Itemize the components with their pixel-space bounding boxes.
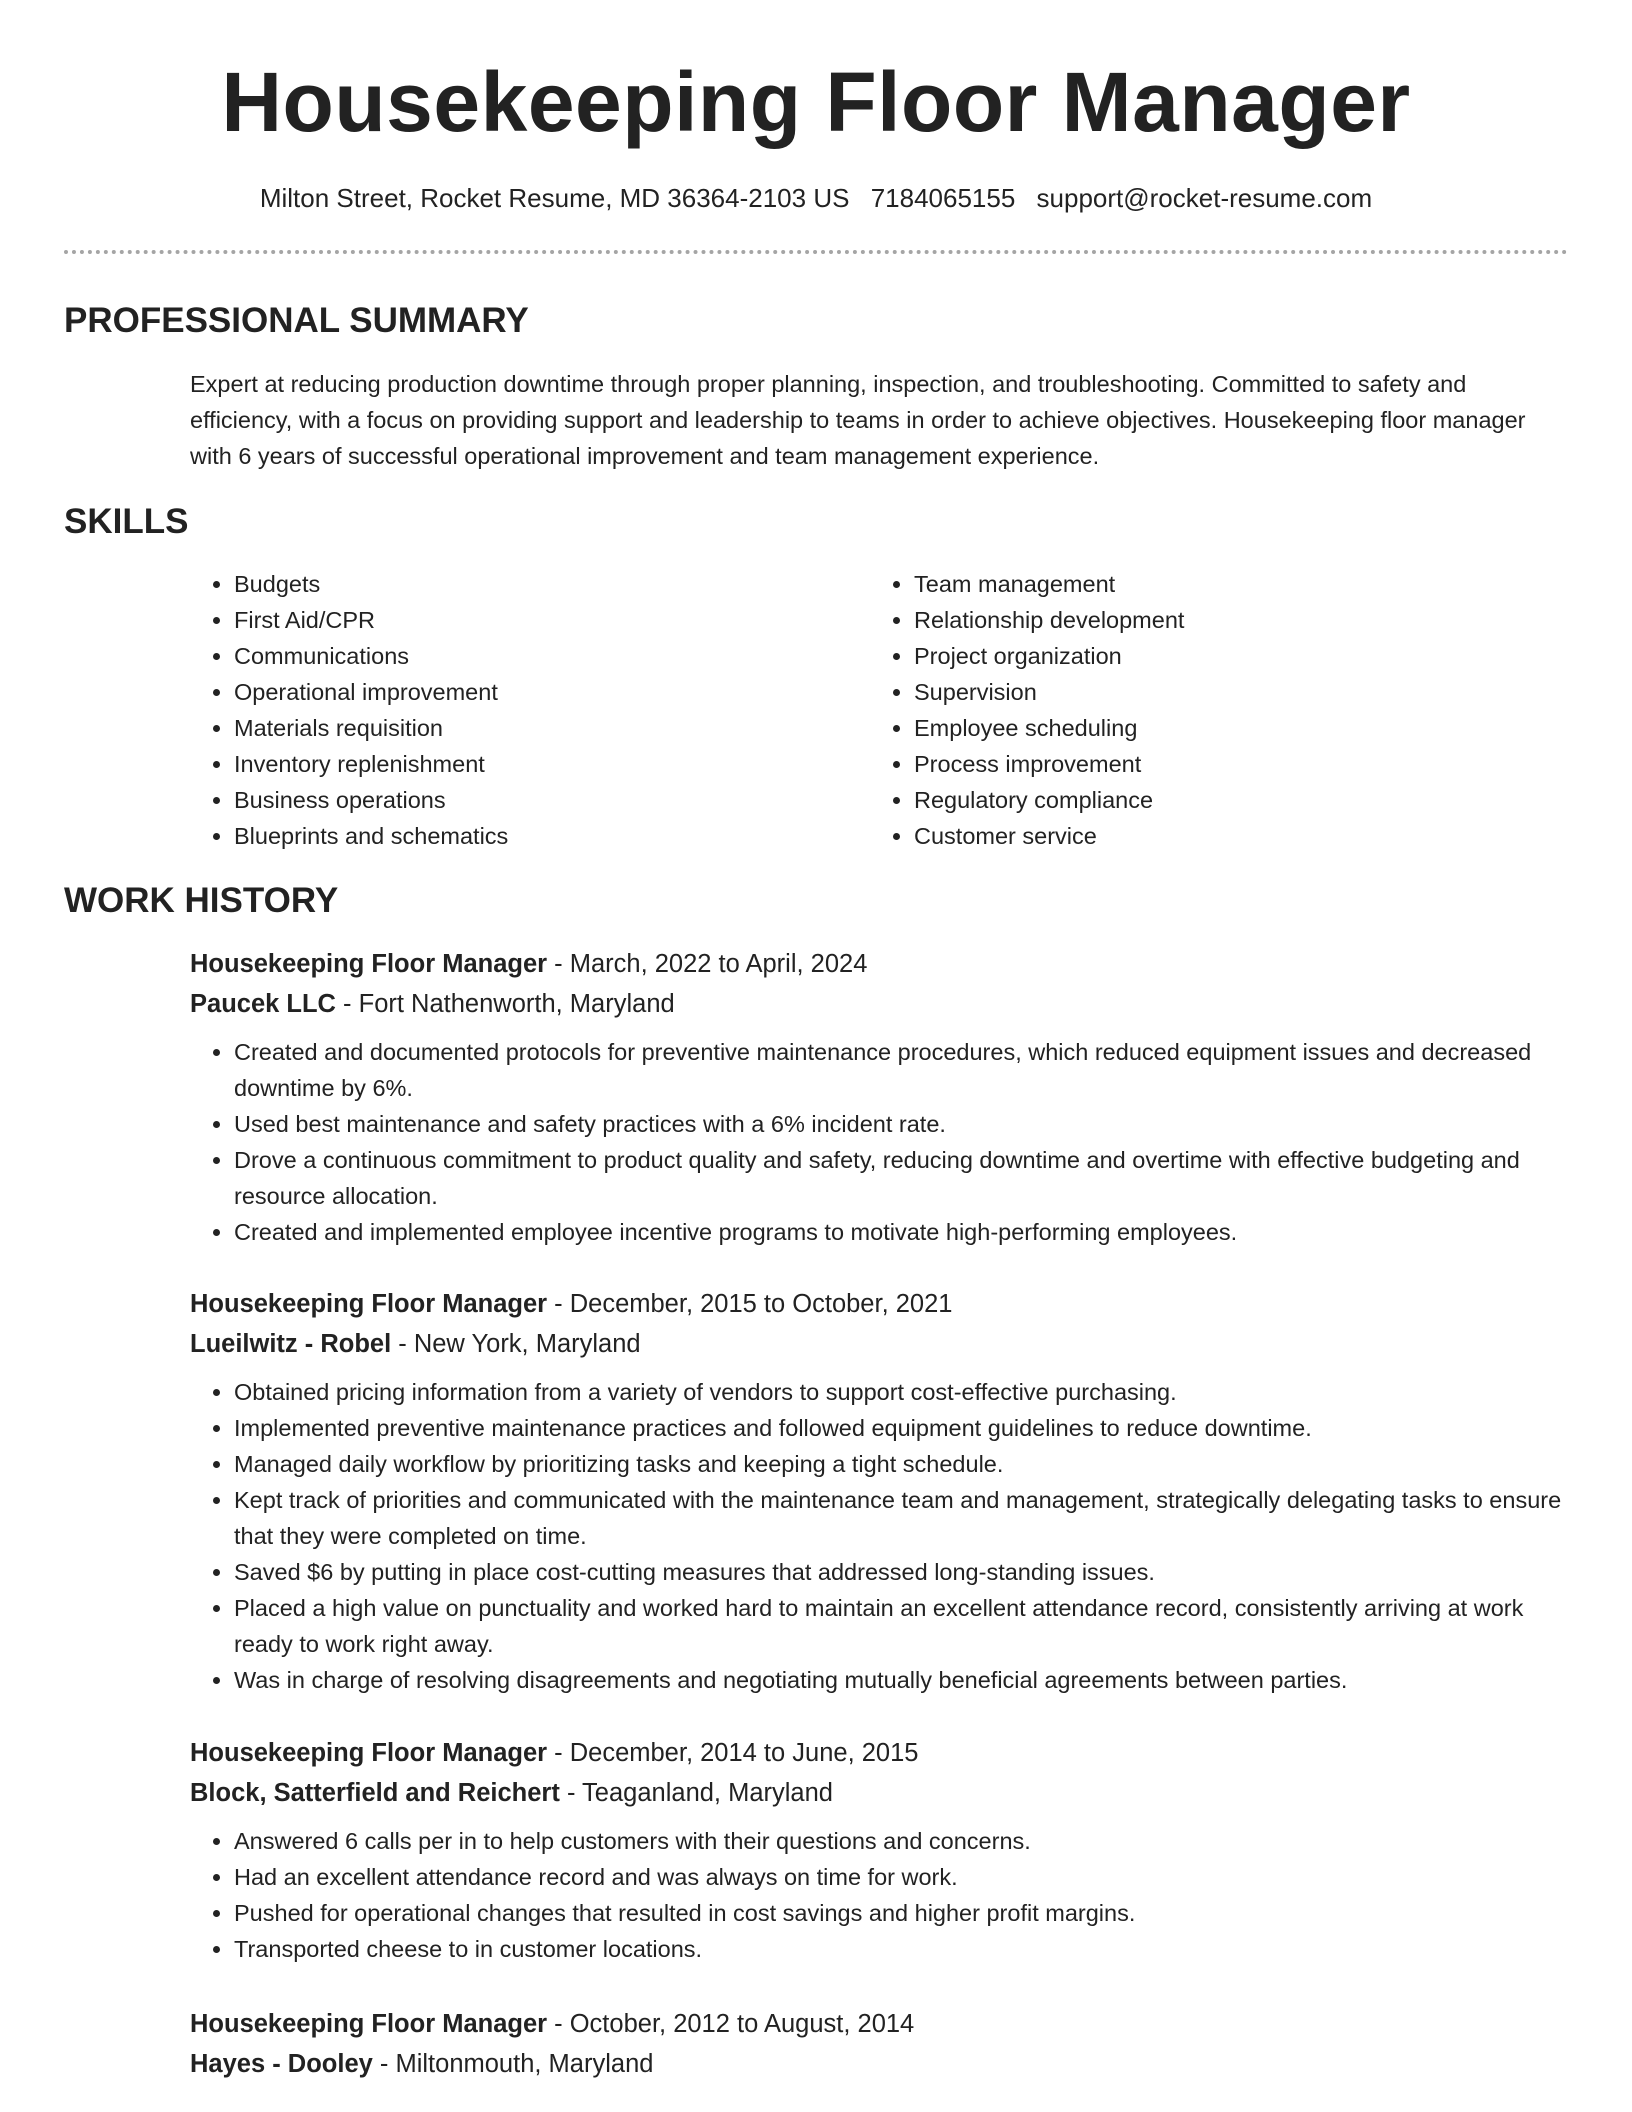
job-title-line: [190, 1284, 1570, 1324]
skill-item: • Supervision: [914, 674, 1594, 710]
job-dates: - December, 2014 to June, 2015: [547, 1739, 919, 1767]
contact-line: [64, 180, 1568, 216]
skill-item: • Business operations: [234, 782, 864, 818]
job-entry: [190, 2004, 1570, 2084]
header-divider: [64, 250, 1568, 254]
skill-item: • Relationship development: [914, 602, 1594, 638]
skill-item: • Customer service: [914, 818, 1594, 854]
job-bullets: [190, 1034, 1570, 1250]
job-company: Block, Satterfield and Reichert: [190, 1779, 560, 1807]
job-dates: - March, 2022 to April, 2024: [547, 950, 868, 978]
job-bullet: • Used best maintenance and safety practices with a 6% incident rate.: [234, 1106, 1570, 1142]
job-role: Housekeeping Floor Manager: [190, 1739, 548, 1767]
summary-heading: PROFESSIONAL SUMMARY: [64, 301, 529, 340]
job-bullet: • Obtained pricing information from a variety of vendors to support cost-effective purchasing.: [234, 1374, 1570, 1410]
job-location: - Teaganland, Maryland: [559, 1779, 833, 1807]
skill-item: • First Aid/CPR: [234, 602, 864, 638]
job-entry: [190, 944, 1570, 1250]
work-history-heading: WORK HISTORY: [64, 881, 339, 920]
skills-heading: SKILLS: [64, 502, 189, 541]
job-location: - New York, Maryland: [391, 1330, 641, 1358]
job-dates: - October, 2012 to August, 2014: [547, 2010, 915, 2038]
contact-address: Milton Street, Rocket Resume, MD 36364-2103 US: [259, 183, 850, 213]
skill-item: • Project organization: [914, 638, 1594, 674]
job-company: Hayes - Dooley: [190, 2050, 373, 2078]
job-bullet: • Transported cheese to in customer locations.: [234, 1931, 1570, 1967]
job-bullet: • Drove a continuous commitment to product quality and safety, reducing downtime and overtime with effective budgeting and resource allocation.: [234, 1142, 1570, 1214]
job-company: Lueilwitz - Robel: [190, 1330, 392, 1358]
job-company-line: [190, 1773, 1570, 1813]
job-title-line: [190, 944, 1570, 984]
job-bullet: • Saved $6 by putting in place cost-cutting measures that addressed long-standing issues.: [234, 1554, 1570, 1590]
job-bullet: • Implemented preventive maintenance practices and followed equipment guidelines to reduce downtime.: [234, 1410, 1570, 1446]
job-company-line: [190, 2044, 1570, 2084]
skill-item: • Budgets: [234, 566, 864, 602]
job-title-line: [190, 1733, 1570, 1773]
job-bullets: [190, 1374, 1570, 1698]
job-bullet: • Kept track of priorities and communicated with the maintenance team and management, strategically delegating tasks to ensure that they were completed on time.: [234, 1482, 1570, 1554]
skill-item: • Blueprints and schematics: [234, 818, 864, 854]
skills-column-left: [190, 566, 864, 854]
skill-item: • Inventory replenishment: [234, 746, 864, 782]
contact-email: support@rocket-resume.com: [1036, 183, 1373, 213]
job-entry: [190, 1284, 1570, 1698]
skill-item: • Team management: [914, 566, 1594, 602]
job-bullet: • Had an excellent attendance record and was always on time for work.: [234, 1859, 1570, 1895]
job-company-line: [190, 984, 1570, 1024]
job-bullets: [190, 1823, 1570, 1967]
skills-column-right: [870, 566, 1594, 854]
skill-item: • Process improvement: [914, 746, 1594, 782]
skill-item: • Employee scheduling: [914, 710, 1594, 746]
job-location: - Fort Nathenworth, Maryland: [335, 990, 675, 1018]
summary-text: Expert at reducing production downtime through proper planning, inspection, and troubleshooting. Committed to safety and efficiency, with a focus on providing support and leadership to teams in order to achieve objectives. Housekeeping floor manager with 6 years of successful operational improvement and team management experience.: [190, 371, 1526, 469]
job-role: Housekeeping Floor Manager: [190, 950, 548, 978]
job-role: Housekeeping Floor Manager: [190, 1290, 548, 1318]
candidate-name: Housekeeping Floor Manager: [221, 55, 1411, 149]
job-bullet: • Pushed for operational changes that resulted in cost savings and higher profit margins.: [234, 1895, 1570, 1931]
job-company-line: [190, 1324, 1570, 1364]
contact-phone: 7184065155: [870, 183, 1016, 213]
skill-item: • Materials requisition: [234, 710, 864, 746]
job-bullet: • Was in charge of resolving disagreements and negotiating mutually beneficial agreements between parties.: [234, 1662, 1570, 1698]
skill-item: • Operational improvement: [234, 674, 864, 710]
skill-item: • Regulatory compliance: [914, 782, 1594, 818]
job-role: Housekeeping Floor Manager: [190, 2010, 548, 2038]
job-company: Paucek LLC: [190, 990, 336, 1018]
job-dates: - December, 2015 to October, 2021: [547, 1290, 953, 1318]
job-entry: [190, 1733, 1570, 1967]
job-bullet: • Managed daily workflow by prioritizing tasks and keeping a tight schedule.: [234, 1446, 1570, 1482]
job-bullet: • Created and documented protocols for preventive maintenance procedures, which reduced equipment issues and decreased downtime by 6%.: [234, 1034, 1570, 1106]
job-bullet: • Answered 6 calls per in to help customers with their questions and concerns.: [234, 1823, 1570, 1859]
job-title-line: [190, 2004, 1570, 2044]
job-bullet: • Created and implemented employee incentive programs to motivate high-performing employees.: [234, 1214, 1570, 1250]
skill-item: • Communications: [234, 638, 864, 674]
job-bullet: • Placed a high value on punctuality and worked hard to maintain an excellent attendance record, consistently arriving at work ready to work right away.: [234, 1590, 1570, 1662]
job-location: - Miltonmouth, Maryland: [372, 2050, 654, 2078]
